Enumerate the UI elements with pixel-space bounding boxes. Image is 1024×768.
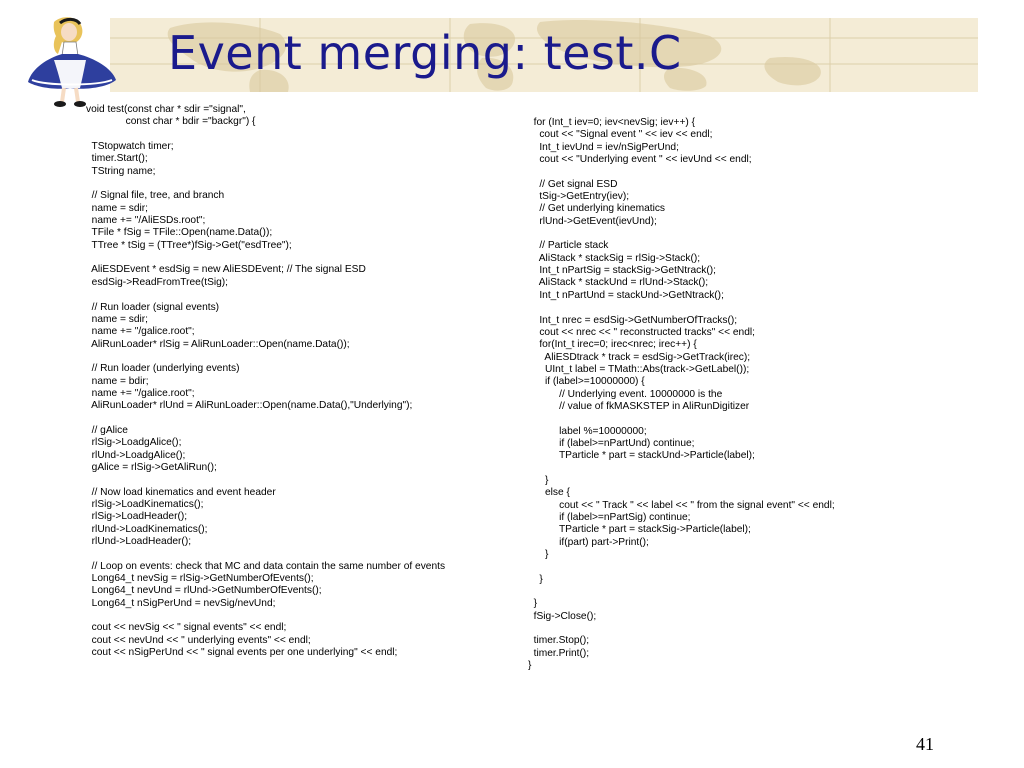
slide-title: Event merging: test.C [168, 26, 682, 80]
alice-logo [18, 14, 128, 110]
code-block-right: for (Int_t iev=0; iev<nevSig; iev++) { cout << "Signal event " << iev << endl; Int_t ievUnd = iev/nSigPerUnd; cout << "Underlying event " << ievUnd << endl; // Get signal ESD tSig->GetEntry(iev); // Get underlying kinematics rlUnd->GetEvent(ievUnd); // Particle stack AliStack * stackSig = rlSig->Stack(); Int_t nPartSig = stackSig->GetNtrack(); AliStack * stackUnd = rlUnd->Stack(); Int_t nPartUnd = stackUnd->GetNtrack(); Int_t nrec = esdSig->GetNumberOfTracks(); cout << nrec << " reconstructed tracks" << endl; for(Int_t irec=0; irec<nrec; irec++) { AliESDtrack * track = esdSig->GetTrack(irec); UInt_t label = TMath::Abs(track->GetLabel()); if (label>=10000000) { // Underlying event. 10000000 is the // value of fkMASKSTEP in AliRunDigitizer label %=10000000; if (label>=nPartUnd) continue; TParticle * part = stackUnd->Particle(label); } else { cout << " Track " << label << " from the signal event" << endl; if (label>=nPartSig) continue; TParticle * part = stackSig->Particle(label); if(part) part->Print(); } } } fSig->Close(); timer.Stop(); timer.Print(); } [528, 117, 835, 672]
page-number: 41 [916, 734, 934, 754]
code-block-left: void test(const char * sdir ="signal", const char * bdir ="backgr") { TStopwatch timer; timer.Start(); TString name; // Signal file, tree, and branch name = sdir; name += "/AliESDs.root"; TFile * fSig = TFile::Open(name.Data()); TTree * tSig = (TTree*)fSig->Get("esdTree"); AliESDEvent * esdSig = new AliESDEvent; // The signal ESD esdSig->ReadFromTree(tSig); // Run loader (signal events) name = sdir; name += "/galice.root"; AliRunLoader* rlSig = AliRunLoader::Open(name.Data()); // Run loader (underlying events) name = bdir; name += "/galice.root"; AliRunLoader* rlUnd = AliRunLoader::Open(name.Data(),"Underlying"); // gAlice rlSig->LoadgAlice(); rlUnd->LoadgAlice(); gAlice = rlSig->GetAliRun(); // Now load kinematics and event header rlSig->LoadKinematics(); rlSig->LoadHeader(); rlUnd->LoadKinematics(); rlUnd->LoadHeader(); // Loop on events: check that MC and data contain the same number of events Long64_t nevSig = rlSig->GetNumberOfEvents(); Long64_t nevUnd = rlUnd->GetNumberOfEvents(); Long64_t nSigPerUnd = nevSig/nevUnd; cout << nevSig << " signal events" << endl; cout << nevUnd << " underlying events" << endl; cout << nSigPerUnd << " signal events per one underlying" << endl; [86, 104, 446, 659]
